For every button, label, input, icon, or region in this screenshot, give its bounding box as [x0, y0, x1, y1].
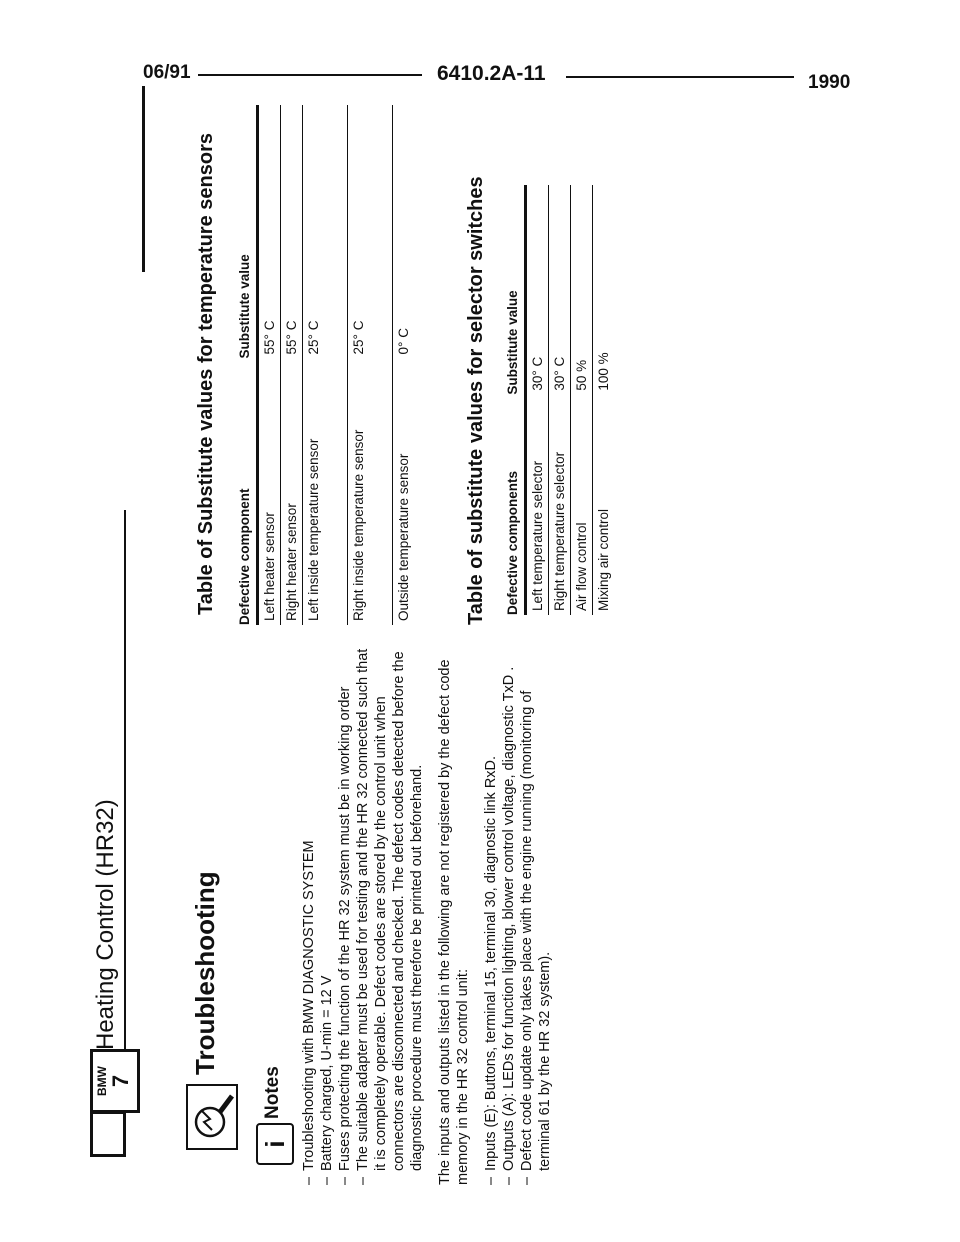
sensor-header-component: Defective component	[233, 358, 258, 625]
table-cell: 55° C	[281, 105, 303, 358]
notes-paragraph: The inputs and outputs listed in the following are not registered by the defect code memory in the HR 32 control unit:	[437, 659, 471, 1185]
note-item: – The suitable adapter must be used for testing and the HR 32 connected such that it is completely operable. Defect codes are stored by the control unit when connectors are disconnected and checked. The defect codes detected before the diagnostic procedure must therefore be printed out beforehand.	[354, 645, 426, 1185]
table-row	[348, 105, 393, 625]
table-cell: Outside temperature sensor	[393, 358, 415, 625]
io-item: – Defect code update only takes place with the engine running (monitoring of terminal 61 by the HR 32 system).	[518, 645, 554, 1185]
troubleshooting-title: Troubleshooting	[190, 871, 220, 1075]
io-list	[482, 645, 554, 1185]
sensor-header-value: Substitute value	[233, 105, 258, 358]
note-item: – Battery charged, U-min = 12 V	[318, 645, 336, 1185]
switch-header-component: Defective components	[501, 395, 526, 615]
table-row	[281, 105, 303, 625]
bmw-logo-number: 7	[108, 1074, 133, 1088]
blank-box	[90, 1111, 126, 1157]
table-cell: 0° C	[393, 105, 415, 358]
table-cell: Right temperature selector	[549, 395, 571, 615]
chapter-bar	[90, 105, 150, 1205]
table-row	[258, 105, 281, 625]
table-row	[593, 185, 615, 615]
table-cell: 55° C	[258, 105, 281, 358]
table-cell: Left temperature selector	[526, 395, 549, 615]
header-year: 1990	[808, 72, 851, 93]
note-item: – Troubleshooting with BMW DIAGNOSTIC SYSTEM	[300, 645, 318, 1185]
table-cell: 30° C	[526, 185, 549, 395]
io-item: – Inputs (E): Buttons, terminal 15, terminal 30, diagnostic link RxD.	[482, 645, 500, 1185]
table-cell: Air flow control	[571, 395, 593, 615]
bmw-logo-text: BMW	[95, 1066, 109, 1096]
io-item: – Outputs (A): LEDs for function lighting, blower control voltage, diagnostic TxD .	[500, 645, 518, 1185]
table-row	[571, 185, 593, 615]
table-cell: 100 %	[593, 185, 615, 395]
magnifier-icon	[186, 1084, 238, 1150]
switch-table-title: Table of substitute values for selector switches	[465, 176, 487, 625]
table-cell: 25° C	[303, 105, 348, 358]
header-rule-right	[566, 76, 794, 78]
table-row	[526, 185, 549, 615]
table-cell: 25° C	[348, 105, 393, 358]
notes-title: Notes	[262, 1066, 283, 1119]
table-row	[549, 185, 571, 615]
table-cell: 50 %	[571, 185, 593, 395]
bmw-logo	[90, 1049, 140, 1113]
header-rule-left	[198, 74, 422, 76]
table-row	[393, 105, 415, 625]
sensor-table	[233, 105, 414, 625]
note-item: – Fuses protecting the function of the HR 32 system must be in working order	[336, 645, 354, 1185]
table-cell: Left inside temperature sensor	[303, 358, 348, 625]
rotated-page	[90, 105, 650, 1225]
table-cell: 30° C	[549, 185, 571, 395]
switch-header-value: Substitute value	[501, 185, 526, 395]
notes-body	[300, 645, 554, 1185]
chapter-title: Heating Control (HR32)	[92, 799, 119, 1050]
switch-table	[501, 185, 614, 615]
notes-list	[300, 645, 426, 1185]
header-date: 06/91	[143, 62, 191, 83]
table-cell: Right inside temperature sensor	[348, 358, 393, 625]
table-cell: Mixing air control	[593, 395, 615, 615]
header-code: 6410.2A-11	[437, 62, 546, 85]
table-row	[303, 105, 348, 625]
chapter-rule	[124, 510, 126, 1050]
table-cell: Left heater sensor	[258, 358, 281, 625]
table-cell: Right heater sensor	[281, 358, 303, 625]
info-icon: i	[256, 1123, 294, 1165]
sensor-table-title: Table of Substitute values for temperature sensors	[195, 133, 217, 615]
